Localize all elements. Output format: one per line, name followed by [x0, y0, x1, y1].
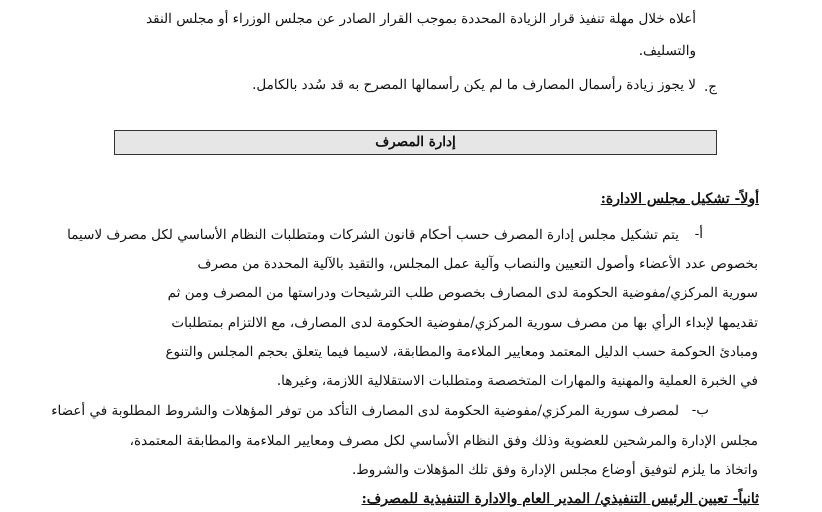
item-a-line-2: بخصوص عدد الأعضاء وأصول التعيين والنصاب وآلية عمل المجلس، والتقيد بالآلية المحددة من مصرف [197, 256, 758, 272]
section-title-box [114, 130, 717, 155]
item-a-line-5: ومبادئ الحوكمة حسب الدليل المعتمد ومعايير الملاءمة والمطابقة، لاسيما فيما يتعلق بحجم المجلس والتنوع [165, 344, 758, 360]
top-paragraph-line-2: والتسليف. [638, 43, 696, 59]
item-a-line-3: سورية المركزي/مفوضية الحكومة لدى المصارف بخصوص طلب الترشيحات ودراستها من المصرف ومن ثم [167, 285, 758, 301]
item-j-marker: ج. [703, 79, 717, 95]
item-b-line-2: مجلس الإدارة والمرشحين للعضوية وذلك وفق النظام الأساسي لكل مصرف ومعايير الملاءمة والمطابقة المعتمدة، [129, 433, 758, 449]
item-a-line-6: في الخبرة العملية والمهنية والمهارات المتخصصة ومتطلبات الاستقلالية اللازمة، وغيرها. [276, 373, 758, 389]
top-paragraph-line-1: أعلاه خلال مهلة تنفيذ قرار الزيادة المحددة بموجب القرار الصادر عن مجلس الوزراء أو مجلس النقد [146, 11, 696, 27]
first-heading: أولاً- تشكيل مجلس الادارة: [600, 191, 759, 207]
item-a-line-1: يتم تشكيل مجلس إدارة المصرف حسب أحكام قانون الشركات ومتطلبات النظام الأساسي لكل مصرف لاسيما [67, 227, 679, 243]
second-heading: ثانياً- تعيين الرئيس التنفيذي/ المدير العام والادارة التنفيذية للمصرف: [361, 491, 759, 507]
item-b-line-1: لمصرف سورية المركزي/مفوضية الحكومة لدى المصارف التأكد من توفر المؤهلات والشروط المطلوبة في أعضاء [51, 403, 679, 419]
item-a-line-4: تقديمها لإبداء الرأي بها من مصرف سورية المركزي/مفوضية الحكومة لدى المصارف، مع الالتزام بمتطلبات [171, 315, 758, 331]
item-a-marker: أ- [694, 226, 703, 242]
item-b-marker: ب- [691, 402, 709, 418]
item-b-line-3: واتخاذ ما يلزم لتوفيق أوضاع مجلس الإدارة وفق تلك المؤهلات والشروط. [352, 462, 758, 478]
section-title: إدارة المصرف [375, 134, 456, 150]
item-j-text: لا يجوز زيادة رأسمال المصارف ما لم يكن رأسمالها المصرح به قد سُدد بالكامل. [252, 77, 696, 93]
